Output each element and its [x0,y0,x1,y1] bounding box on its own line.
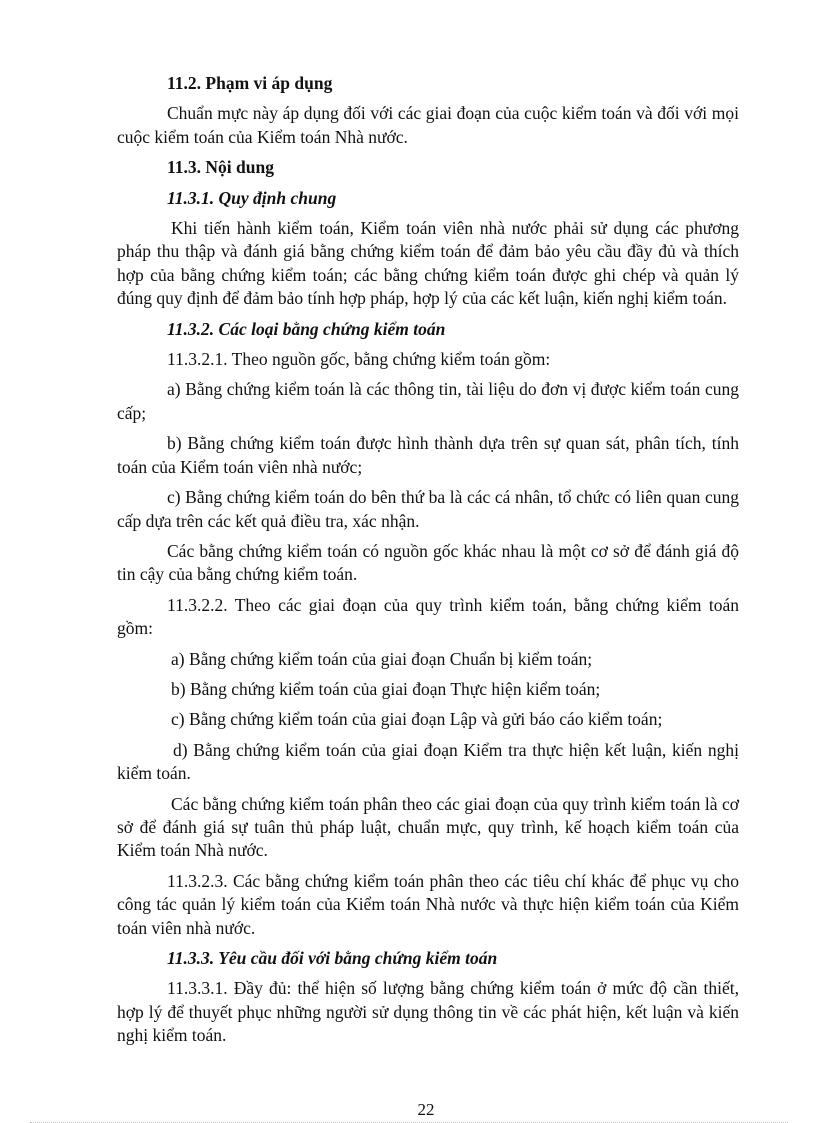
list-item-source-c: c) Bằng chứng kiểm toán do bên thứ ba là các cá nhân, tổ chức có liên quan cung cấp dựa trên các kết quả điều tra, xác nhận. [117,487,739,531]
heading-11-2: 11.2. Phạm vi áp dụng [167,73,333,93]
paragraph-source-note: Các bằng chứng kiểm toán có nguồn gốc khác nhau là một cơ sở để đánh giá độ tin cậy của bằng chứng kiểm toán. [117,540,739,585]
document-body [117,72,739,1048]
heading-11-3-1: 11.3.1. Quy định chung [167,187,337,208]
list-item-stage-a: a) Bằng chứng kiểm toán của giai đoạn Chuẩn bị kiểm toán; [171,648,593,669]
paragraph-11-3-3-1: 11.3.3.1. Đầy đủ: thể hiện số lượng bằng chứng kiểm toán ở mức độ cần thiết, hợp lý để thuyết phục những người sử dụng thông tin về các phát hiện, kết luận và kiến nghị kiểm toán. [117,978,739,1046]
paragraph-stage-note: Các bằng chứng kiểm toán phân theo các giai đoạn của quy trình kiểm toán là cơ sở để đánh giá sự tuân thủ pháp luật, chuẩn mực, quy trình, kế hoạch kiểm toán của Kiểm toán Nhà nước. [117,793,739,861]
list-item-stage-d: d) Bằng chứng kiểm toán của giai đoạn Kiểm tra thực hiện kết luận, kiến nghị kiểm toán. [117,739,739,784]
heading-11-3: 11.3. Nội dung [167,157,274,178]
heading-11-3-2: 11.3.2. Các loại bằng chứng kiểm toán [167,318,446,339]
list-item-source-b: b) Bằng chứng kiểm toán được hình thành dựa trên sự quan sát, phân tích, tính toán của Kiểm toán viên nhà nước; [117,433,739,477]
list-item-stage-b: b) Bằng chứng kiểm toán của giai đoạn Thực hiện kiểm toán; [171,678,601,699]
paragraph-11-3-2-3: 11.3.2.3. Các bằng chứng kiểm toán phân theo các tiêu chí khác để phục vụ cho công tác quản lý kiểm toán của Kiểm toán Nhà nước và thực hiện kiểm toán của Kiểm toán viên nhà nước. [117,870,739,938]
paragraph-11-3-2-2: 11.3.2.2. Theo các giai đoạn của quy trình kiểm toán, bằng chứng kiểm toán gồm: [117,594,739,639]
paragraph-11-3-2-1: 11.3.2.1. Theo nguồn gốc, bằng chứng kiểm toán gồm: [167,349,551,370]
paragraph-general-rule: Khi tiến hành kiểm toán, Kiểm toán viên nhà nước phải sử dụng các phương pháp thu thập và đánh giá bằng chứng kiểm toán để đảm bảo yêu cầu đầy đủ và thích hợp của bằng chứng kiểm toán; các bằng chứng kiểm toán được ghi chép và quản lý đúng quy định để đảm bảo tính hợp pháp, hợp lý của các kết luận, kiến nghị kiểm toán. [117,218,739,309]
page-number: 22 [417,1100,435,1119]
list-item-stage-c: c) Bằng chứng kiểm toán của giai đoạn Lập và gửi báo cáo kiểm toán; [171,709,663,730]
list-item-source-a: a) Bằng chứng kiểm toán là các thông tin, tài liệu do đơn vị được kiểm toán cung cấp; [117,379,739,423]
paragraph-scope: Chuẩn mực này áp dụng đối với các giai đoạn của cuộc kiểm toán và đối với mọi cuộc kiểm toán của Kiểm toán Nhà nước. [117,103,739,147]
heading-11-3-3: 11.3.3. Yêu cầu đối với bằng chứng kiểm toán [167,948,498,968]
